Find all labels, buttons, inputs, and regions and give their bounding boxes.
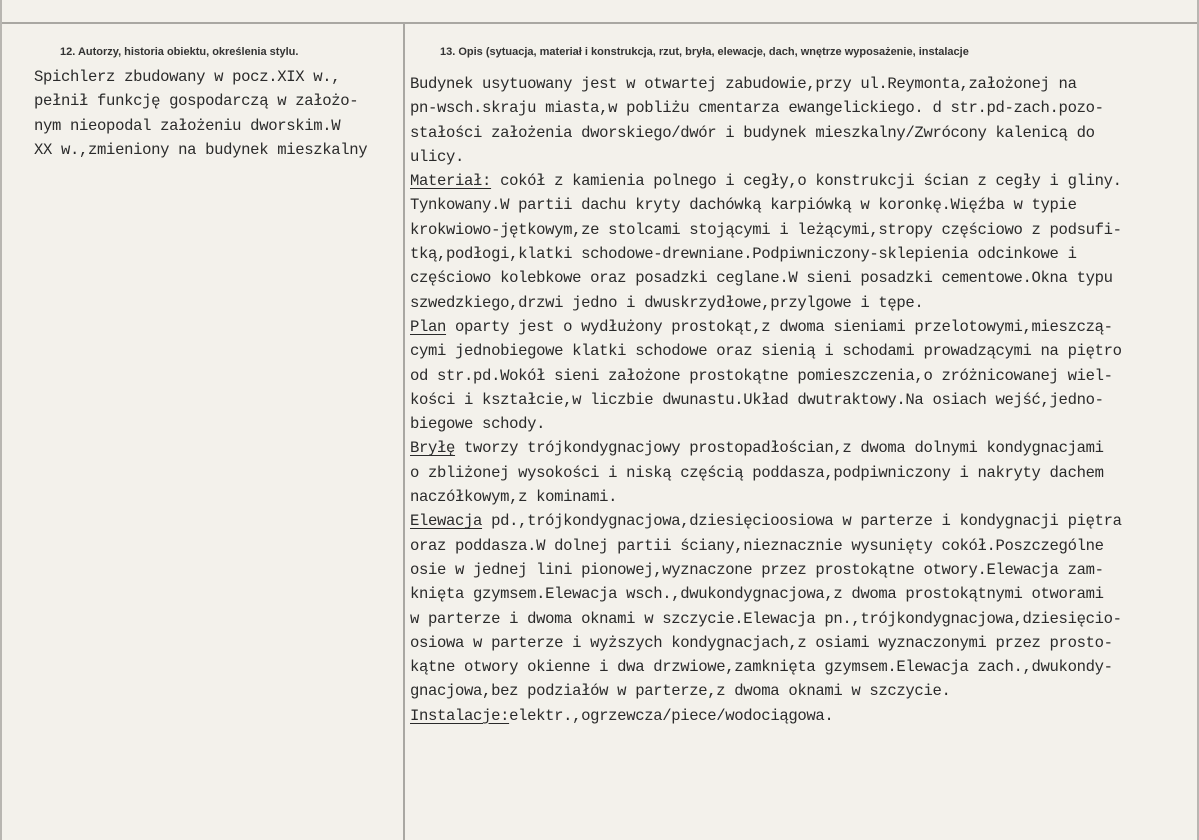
section-keyword: Plan — [410, 317, 447, 336]
description-line — [410, 509, 1195, 533]
line-text: biegowe schody. — [410, 415, 546, 434]
description-line — [410, 485, 1195, 509]
line-text: kątne otwory okienne i dwa drzwiowe,zamknięta gzymsem.Elewacja zach.,dwukondy- — [410, 658, 1113, 677]
line-text: częściowo kolebkowe oraz posadzki ceglane.W sieni posadzki cementowe.Okna typu — [410, 269, 1113, 288]
description-line — [410, 339, 1195, 363]
section-13-heading: 13. Opis (sytuacja, materiał i konstrukcja, rzut, bryła, elewacje, dach, wnętrze wyposażenie, instalacje — [440, 46, 969, 58]
description-line — [410, 242, 1195, 266]
description-line — [410, 291, 1195, 315]
description-text — [410, 72, 1195, 728]
description-line — [410, 412, 1195, 436]
line-text: krokwiowo-jętkowym,ze stolcami stojącymi i leżącymi,stropy częściowo z podsufi- — [410, 220, 1122, 239]
section-keyword: Materiał: — [410, 172, 492, 191]
line-text: kości i kształcie,w liczbie dwunastu.Układ dwutraktowy.Na osiach wejść,jedno- — [410, 390, 1104, 409]
line-text: stałości założenia dworskiego/dwór i budynek mieszkalny/Zwrócony kalenicą do — [410, 123, 1095, 142]
line-text: elektr.,ogrzewcza/piece/wodociągowa. — [509, 706, 834, 725]
description-line — [410, 582, 1195, 606]
description-line — [410, 631, 1195, 655]
description-line — [410, 704, 1195, 728]
description-line — [410, 364, 1195, 388]
description-line — [410, 388, 1195, 412]
line-text: naczółkowym,z kominami. — [410, 488, 618, 507]
left-edge — [0, 0, 2, 840]
description-line — [410, 121, 1195, 145]
description-line — [410, 461, 1195, 485]
description-line — [410, 558, 1195, 582]
line-text: o zbliżonej wysokości i niską częścią poddasza,podpiwniczony i nakryty dachem — [410, 463, 1104, 482]
line-text: od str.pd.Wokół sieni założone prostokątne pomieszczenia,o zróżnicowanej wiel- — [410, 366, 1113, 385]
line-text: oparty jest o wydłużony prostokąt,z dwoma sieniami przelotowymi,mieszczą- — [446, 317, 1113, 336]
line-text: Budynek usytuowany jest w otwartej zabudowie,przy ul.Reymonta,założonej na — [410, 75, 1077, 93]
line-text: tką,podłogi,klatki schodowe-drewniane.Podpiwniczony-sklepienia odcinkowe i — [410, 245, 1077, 264]
history-line: nym nieopodal założeniu dworskim.W — [34, 116, 341, 135]
description-line — [410, 436, 1195, 460]
description-line — [410, 145, 1195, 169]
description-line — [410, 266, 1195, 290]
line-text: osie w jednej lini pionowej,wyznaczone przez prostokątne otwory.Elewacja zam- — [410, 560, 1104, 579]
top-rule — [0, 22, 1199, 24]
history-line: pełnił funkcję gospodarczą w założo- — [34, 92, 359, 111]
line-text: cymi jednobiegowe klatki schodowe oraz sienią i schodami prowadzącymi na piętro — [410, 342, 1122, 361]
history-line: XX w.,zmieniony na budynek mieszkalny — [34, 140, 368, 159]
description-line — [410, 655, 1195, 679]
description-line — [410, 607, 1195, 631]
line-text: oraz poddasza.W dolnej partii ściany,nieznacznie wysunięty cokół.Poszczególne — [410, 536, 1104, 555]
line-text: Tynkowany.W partii dachu kryty dachówką karpiówką w koronkę.Więźba w typie — [410, 196, 1077, 215]
description-line — [410, 218, 1195, 242]
line-text: osiowa w parterze i wyższych kondygnacjach,z osiami wyznaczonymi przez prosto- — [410, 633, 1113, 652]
line-text: szwedzkiego,drzwi jedno i dwuskrzydłowe,przylgowe i tępe. — [410, 293, 924, 312]
description-line — [410, 96, 1195, 120]
description-line — [410, 169, 1195, 193]
description-line — [410, 679, 1195, 703]
description-line — [410, 193, 1195, 217]
line-text: gnacjowa,bez podziałów w parterze,z dwoma oknami w szczycie. — [410, 682, 951, 701]
description-line — [410, 534, 1195, 558]
line-text: knięta gzymsem.Elewacja wsch.,dwukondygnacjowa,z dwoma prostokątnymi otworami — [410, 585, 1104, 604]
line-text: pd.,trójkondygnacjowa,dziesięcioosiowa w parterze i kondygnacji piętra — [482, 512, 1122, 531]
section-keyword: Bryłę — [410, 439, 456, 458]
line-text: pn-wsch.skraju miasta,w pobliżu cmentarza ewangelickiego. d str.pd-zach.pozo- — [410, 99, 1104, 118]
history-line: Spichlerz zbudowany w pocz.XIX w., — [34, 68, 341, 86]
line-text: w parterze i dwoma oknami w szczycie.Elewacja pn.,trójkondygnacjowa,dziesięcio- — [410, 609, 1122, 628]
line-text: tworzy trójkondygnacjowy prostopadłościan,z dwoma dolnymi kondygnacjami — [455, 439, 1104, 458]
description-line — [410, 315, 1195, 339]
section-keyword: Elewacja — [410, 512, 483, 531]
history-text — [34, 65, 404, 162]
section-keyword: Instalacje: — [410, 706, 510, 725]
line-text: ulicy. — [410, 147, 465, 166]
description-line — [410, 72, 1195, 96]
line-text: cokół z kamienia polnego i cegły,o konstrukcji ścian z cegły i gliny. — [491, 172, 1122, 191]
section-12-heading: 12. Autorzy, historia obiektu, określenia stylu. — [60, 46, 299, 58]
